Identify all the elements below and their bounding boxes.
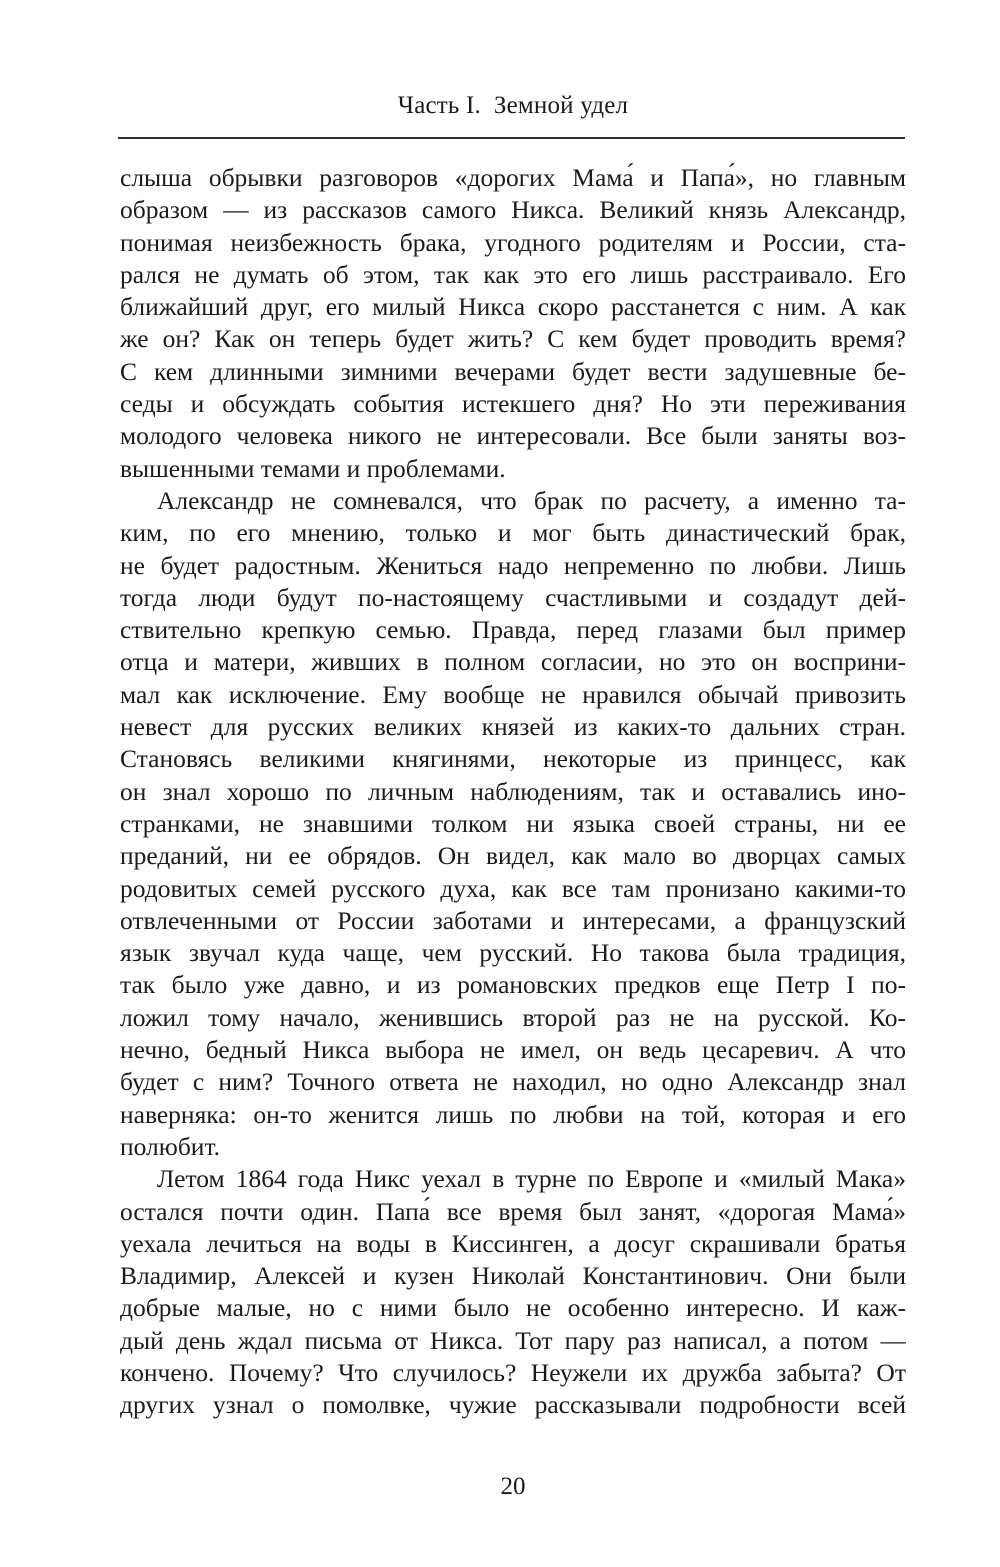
text-line: отвлеченными от России заботами и интересами, а французский: [120, 905, 906, 935]
text-line: Становясь великими княгинями, некоторые из принцесс, как: [120, 744, 906, 774]
text-line: преданий, ни ее обрядов. Он видел, как мало во дворцах самых: [120, 841, 906, 871]
text-line: будет с ним? Точного ответа не находил, но одно Александр знал: [120, 1067, 906, 1097]
text-line: язык звучал куда чаще, чем русский. Но такова была традиция,: [120, 938, 906, 968]
text-line: невест для русских великих князей из каких-то дальних стран.: [120, 712, 906, 742]
text-line: странками, не знавшими толком ни языка своей страны, ни ее: [120, 808, 906, 838]
running-header: Часть I. Земной удел: [397, 92, 629, 119]
text-line: кончено. Почему? Что случилось? Неужели их дружба забыта? От: [120, 1357, 906, 1387]
text-line: молодого человека никого не интересовали. Все были заняты воз-: [120, 421, 906, 451]
text-line: Александр не сомневался, что брак по расчету, а именно та-: [157, 485, 906, 515]
text-line: дый день ждал письма от Никса. Тот пару раз написал, а потом —: [120, 1325, 906, 1355]
text-line: ким, по его мнению, только и мог быть династический брак,: [120, 518, 906, 548]
text-line: ствительно крепкую семью. Правда, перед глазами был пример: [120, 615, 906, 645]
text-line: мал как исключение. Ему вообще не нравился обычай привозить: [120, 679, 906, 709]
text-line: родовитых семей русского духа, как все там пронизано какими-то: [120, 873, 906, 903]
text-line: же он? Как он теперь будет жить? С кем будет проводить время?: [120, 324, 906, 354]
text-line: Летом 1864 года Никс уехал в турне по Европе и «милый Мака»: [157, 1164, 906, 1194]
header-rule: [118, 137, 905, 139]
text-line: уехала лечиться на воды в Киссинген, а досуг скрашивали братья: [120, 1228, 906, 1258]
page-number: 20: [500, 1473, 526, 1500]
text-line: не будет радостным. Жениться надо непременно по любви. Лишь: [120, 550, 906, 580]
text-line: других узнал о помолвке, чужие рассказывали подробности всей: [120, 1390, 906, 1420]
text-line: Владимир, Алексей и кузен Николай Константинович. Они были: [120, 1261, 906, 1291]
text-line: отца и матери, живших в полном согласии, но это он восприни-: [120, 647, 906, 677]
text-line: образом — из рассказов самого Никса. Великий князь Александр,: [120, 195, 906, 225]
text-line: седы и обсуждать события истекшего дня? Но эти переживания: [120, 389, 906, 419]
text-line: наверняка: он-то женится лишь по любви на той, которая и его: [120, 1099, 906, 1129]
text-line: полюбит.: [120, 1131, 221, 1161]
text-line: тогда люди будут по-настоящему счастливыми и создадут дей-: [120, 582, 906, 612]
text-line: добрые малые, но с ними было не особенно интересно. И каж-: [120, 1293, 906, 1323]
body-text: [120, 162, 906, 1422]
text-line: ближайший друг, его милый Никса скоро расстанется с ним. А как: [120, 292, 906, 322]
text-line: С кем длинными зимними вечерами будет вести задушевные бе-: [120, 356, 906, 386]
text-line: нечно, бедный Никса выбора не имел, он ведь цесаревич. А что: [120, 1035, 906, 1065]
text-line: рался не думать об этом, так как это его лишь расстраивало. Его: [120, 259, 906, 289]
text-line: он знал хорошо по личным наблюдениям, так и оставались ино-: [120, 776, 906, 806]
text-line: остался почти один. Папа́ все время был занят, «дорогая Мама́»: [120, 1196, 906, 1226]
text-line: понимая неизбежность брака, угодного родителям и России, ста-: [120, 227, 906, 257]
text-line: так было уже давно, и из романовских предков еще Петр I по-: [120, 970, 906, 1000]
text-line: ложил тому начало, женившись второй раз не на русской. Ко-: [120, 1002, 906, 1032]
text-line: вышенными темами и проблемами.: [120, 453, 506, 483]
text-line: слыша обрывки разговоров «дорогих Мама́ и Папа́», но главным: [120, 163, 906, 192]
